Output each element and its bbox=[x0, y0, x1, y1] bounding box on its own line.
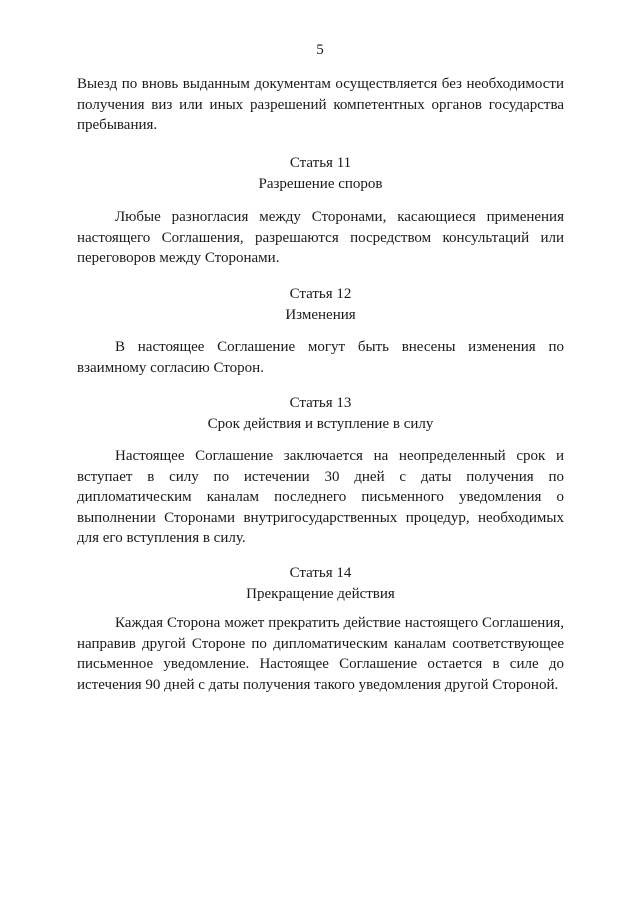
article-heading bbox=[77, 153, 564, 194]
article-title: Прекращение действия bbox=[246, 585, 395, 602]
article-heading bbox=[77, 393, 564, 434]
article-title: Срок действия и вступление в силу bbox=[207, 415, 434, 432]
article-text: Каждая Сторона может прекратить действие настоящего Соглашения, направив другой Стороне по дипломатическим каналам соответствующее письменное уведомление. Настоящее Соглашение остается в силе до истечения 90 дней с даты получения такого уведомления другой Стороной. bbox=[77, 615, 564, 693]
article-14 bbox=[77, 563, 564, 604]
article-number: Статья 13 bbox=[289, 395, 352, 411]
page-number: 5 bbox=[316, 42, 324, 58]
article-11-body bbox=[77, 207, 564, 269]
article-13 bbox=[77, 393, 564, 434]
article-number: Статья 14 bbox=[289, 565, 352, 581]
article-title: Разрешение споров bbox=[258, 175, 383, 192]
article-12-body bbox=[77, 337, 564, 378]
article-14-body bbox=[77, 613, 564, 695]
article-text: В настоящее Соглашение могут быть внесены изменения по взаимному согласию Сторон. bbox=[77, 339, 564, 376]
intro-paragraph: Выезд по вновь выданным документам осуществляется без необходимости получения виз или иных разрешений компетентных органов государства пребывания. bbox=[77, 76, 564, 133]
article-11 bbox=[77, 153, 564, 194]
article-number: Статья 12 bbox=[289, 286, 352, 302]
article-heading bbox=[77, 563, 564, 604]
intro-block bbox=[77, 74, 564, 136]
article-heading bbox=[77, 284, 564, 325]
article-number: Статья 11 bbox=[289, 155, 352, 171]
article-13-body bbox=[77, 446, 564, 549]
article-text: Любые разногласия между Сторонами, касающиеся применения настоящего Соглашения, разрешаются посредством консультаций или переговоров между Сторонами. bbox=[77, 209, 564, 266]
article-12 bbox=[77, 284, 564, 325]
article-title: Изменения bbox=[285, 306, 356, 323]
article-text: Настоящее Соглашение заключается на неопределенный срок и вступает в силу по истечении 30 дней с даты получения по дипломатическим каналам последнего письменного уведомления о выполнении Сторонами внутригосударственных процедур, необходимых для его вступления в силу. bbox=[77, 448, 564, 546]
